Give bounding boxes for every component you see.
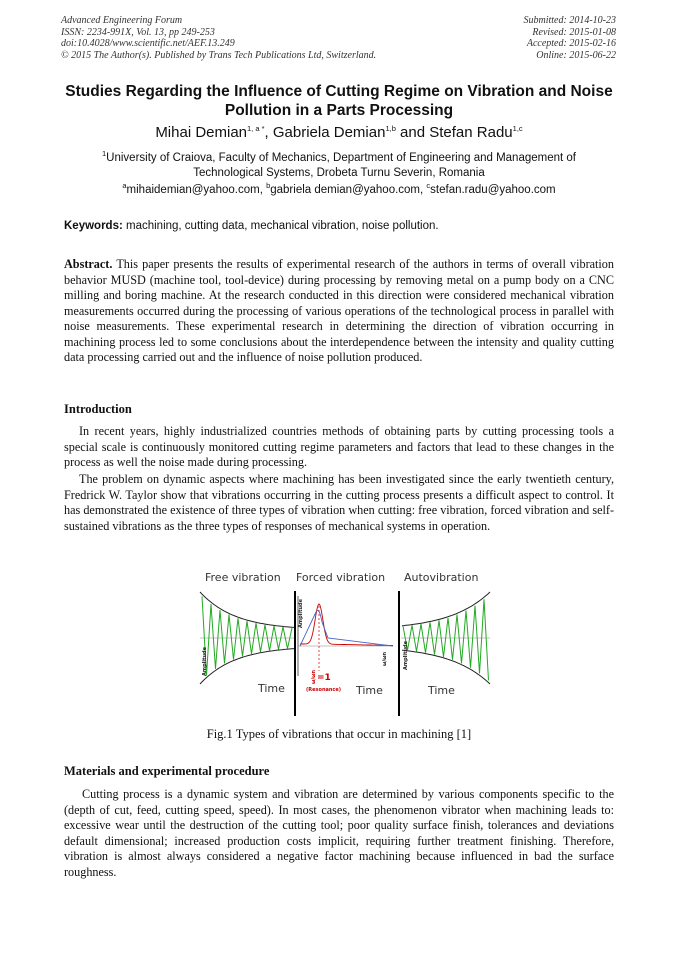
accepted-date: Accepted: 2015-02-16 bbox=[526, 38, 616, 49]
free-vibration-wave bbox=[202, 596, 292, 675]
auto-upper-envelope bbox=[402, 592, 490, 626]
autovibration-wave bbox=[403, 599, 489, 680]
materials-heading: Materials and experimental procedure bbox=[64, 764, 270, 778]
email-address: stefan.radu@yahoo.com bbox=[430, 184, 556, 196]
author-name: Stefan Radu bbox=[429, 124, 513, 141]
auto-time-label: Time bbox=[428, 684, 455, 697]
panel-title-forced: Forced vibration bbox=[296, 571, 386, 584]
omega-ratio-label: ω/ωn bbox=[311, 669, 317, 684]
author-affiliation-mark: 1,b bbox=[385, 124, 396, 133]
doi-line: doi:10.4028/www.scientific.net/AEF.13.249 bbox=[61, 38, 235, 49]
keywords-label: Keywords: bbox=[64, 220, 123, 232]
affiliation-text: University of Craiova, Faculty of Mechanics, Department of Engineering and Management of Technological Systems, Drobeta Turnu Severin, Romania bbox=[106, 152, 576, 179]
copyright-line: © 2015 The Author(s). Published by Trans Tech Publications Ltd, Switzerland. bbox=[61, 49, 377, 61]
materials-paragraph-1: Cutting process is a dynamic system and vibration are determined by various components specific to the (depth of cut, feed, cutting speed, speed). In most cases, the phenomenon vibrator when machining leads to: excessive wear until the destruction of the cutting tool; poor quality surface finish, tolerances and deviations default dimensional; increased production costs implicit, requiring further treatment finishing. Therefore, vibration is almost always considered a negative factor machining because influenced in bad the surface roughness. bbox=[64, 787, 614, 879]
email-mark: b bbox=[266, 181, 271, 191]
email-address: mihaidemian@yahoo.com bbox=[126, 184, 260, 196]
submitted-date: Submitted: 2014-10-23 bbox=[523, 15, 616, 26]
email-list: $^a$mihaidemian@yahoo.com, $^b$gabriela demian@yahoo.com, $^c$stefan.radu@yahoo.com bbox=[122, 181, 556, 196]
author-separator: and bbox=[395, 124, 430, 141]
forced-vibration-plot bbox=[300, 604, 393, 671]
auto-lower-envelope bbox=[402, 650, 490, 684]
author-name: Mihai Demian bbox=[155, 124, 248, 141]
panel-title-free: Free vibration bbox=[205, 571, 281, 584]
author-affiliation-mark: 1, a * bbox=[247, 124, 265, 133]
keywords-text: machining, cutting data, mechanical vibration, noise pollution. bbox=[122, 220, 439, 232]
submission-dates bbox=[524, 15, 617, 61]
author-separator: , bbox=[264, 124, 273, 141]
free-amplitude-label: Amplitude bbox=[202, 646, 208, 676]
abstract-label: Abstract. bbox=[64, 257, 113, 271]
abstract-text: This paper presents the results of experimental research of the authors in terms of overall vibration behavior MUSD (machine tool, tool-device) during processing by removing metal on a pump body on a CNC milling and boring machine. At the research conducted in this direction were considered mechanical vibration measurements occurred during the processing of various operations of the technological process in parallel with noise measurements. These experimental research in determining the direction of vibration occurring in machining process led to some conclusions about the interdependence between the intensity and quality cutting data processing carried out and the influence of noise pollution produced. bbox=[64, 257, 614, 364]
vibration-types-figure bbox=[198, 566, 494, 716]
author-name: Gabriela Demian bbox=[272, 124, 386, 141]
free-time-label: Time bbox=[258, 682, 285, 695]
ratio-value-label: =1 bbox=[317, 673, 331, 683]
online-date: Online: 2015-06-22 bbox=[536, 49, 616, 61]
panel-title-auto: Autovibration bbox=[404, 571, 479, 584]
author-affiliation-mark: 1,c bbox=[512, 124, 523, 133]
email-mark: c bbox=[426, 181, 431, 191]
introduction-paragraph-1: In recent years, highly industrialized countries methods of obtaining parts by cutting processing tools a special scale is continuously monitored cutting regime parameters and factors that lead to these changes in the process as well the noise made during processing. bbox=[64, 424, 614, 469]
forced-time-label: Time bbox=[356, 684, 383, 697]
resonance-curve bbox=[300, 604, 393, 646]
issn-line: ISSN: 2234-991X, Vol. 13, pp 249-253 bbox=[61, 26, 215, 38]
introduction-paragraph-2: The problem on dynamic aspects where machining has been investigated since the early twentieth century, Fredrick W. Taylor show that vibrations occurring in the cutting process presents a difficult aspect to control. It has demonstrated the existence of three types of vibration when cutting: free vibration, forced vibration and self-sustained vibrations as the three types of responses of mechanical systems in operation. bbox=[64, 472, 614, 533]
affiliation-mark: 1 bbox=[102, 149, 107, 159]
affiliation bbox=[70, 151, 608, 181]
resonance-label: (Resonance) bbox=[306, 687, 342, 693]
journal-info bbox=[61, 15, 376, 61]
journal-name: Advanced Engineering Forum bbox=[61, 15, 183, 26]
paper-title: Studies Regarding the Influence of Cutting Regime on Vibration and Noise Pollution in a Parts Processing bbox=[65, 83, 613, 119]
keywords bbox=[64, 220, 624, 232]
author-list bbox=[60, 124, 618, 141]
abstract bbox=[64, 257, 614, 366]
email-address: gabriela demian@yahoo.com bbox=[270, 184, 421, 196]
email-mark: a bbox=[122, 181, 127, 191]
revised-date: Revised: 2015-01-08 bbox=[532, 26, 616, 38]
forced-amplitude-label: Amplitude bbox=[298, 598, 304, 628]
introduction-heading: Introduction bbox=[64, 402, 132, 416]
figure-caption: Fig.1 Types of vibrations that occur in machining [1] bbox=[206, 727, 472, 741]
omega-axis-label: ω/ωn bbox=[382, 651, 388, 666]
auto-amplitude-label: Amplitude bbox=[403, 640, 409, 670]
